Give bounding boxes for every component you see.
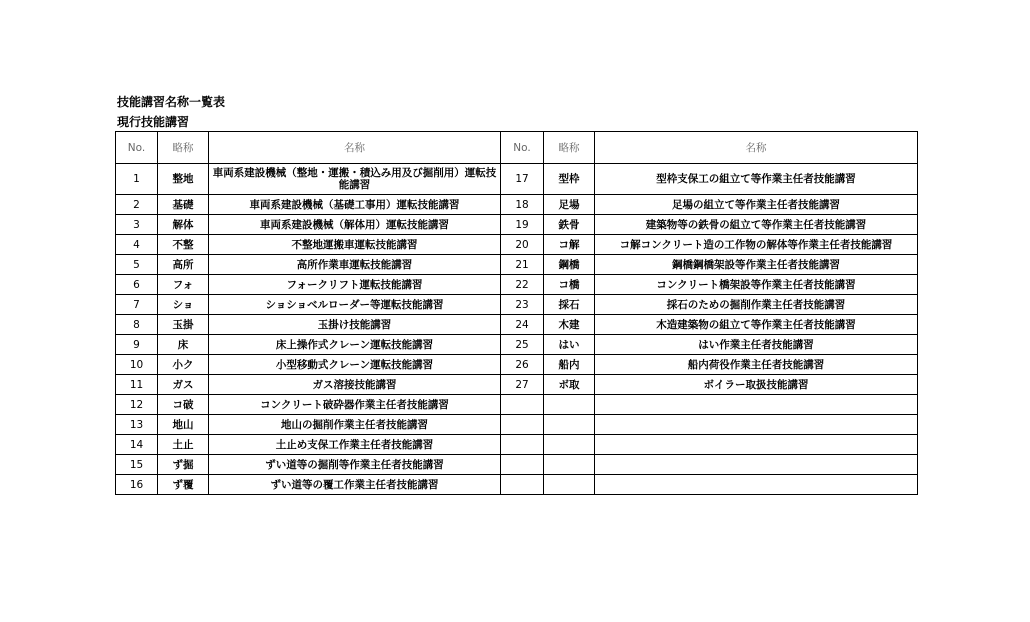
header-no-right: No. xyxy=(501,132,544,164)
cell-name: 採石のための掘削作業主任者技能講習 xyxy=(595,295,918,315)
cell-name xyxy=(595,415,918,435)
cell-no: 4 xyxy=(116,235,158,255)
cell-abbr: 小ク xyxy=(158,355,209,375)
cell-abbr: ず掘 xyxy=(158,455,209,475)
table-row xyxy=(116,215,918,235)
cell-abbr: 鉄骨 xyxy=(544,215,595,235)
header-name-right: 名称 xyxy=(595,132,918,164)
cell-abbr: 足場 xyxy=(544,195,595,215)
cell-name: ガス溶接技能講習 xyxy=(209,375,501,395)
cell-name: 玉掛け技能講習 xyxy=(209,315,501,335)
cell-name xyxy=(595,435,918,455)
table-row xyxy=(116,475,918,495)
table-row xyxy=(116,275,918,295)
table-row xyxy=(116,375,918,395)
cell-no xyxy=(501,395,544,415)
cell-abbr: 地山 xyxy=(158,415,209,435)
cell-name: コ解コンクリート造の工作物の解体等作業主任者技能講習 xyxy=(595,235,918,255)
cell-abbr: コ破 xyxy=(158,395,209,415)
cell-no: 25 xyxy=(501,335,544,355)
cell-no: 16 xyxy=(116,475,158,495)
cell-name: 地山の掘削作業主任者技能講習 xyxy=(209,415,501,435)
cell-name: 車両系建設機械（解体用）運転技能講習 xyxy=(209,215,501,235)
table-row xyxy=(116,315,918,335)
cell-name: 高所作業車運転技能講習 xyxy=(209,255,501,275)
cell-name: 建築物等の鉄骨の組立て等作業主任者技能講習 xyxy=(595,215,918,235)
cell-no: 19 xyxy=(501,215,544,235)
cell-abbr: 船内 xyxy=(544,355,595,375)
cell-abbr: 玉掛 xyxy=(158,315,209,335)
document-title: 技能講習名称一覧表 xyxy=(117,95,226,109)
cell-abbr xyxy=(544,415,595,435)
cell-name: 足場の組立て等作業主任者技能講習 xyxy=(595,195,918,215)
table-row xyxy=(116,195,918,215)
table-row xyxy=(116,295,918,315)
cell-no: 3 xyxy=(116,215,158,235)
cell-abbr xyxy=(544,395,595,415)
cell-name: コンクリート橋架設等作業主任者技能講習 xyxy=(595,275,918,295)
cell-no: 14 xyxy=(116,435,158,455)
cell-no: 12 xyxy=(116,395,158,415)
table-row xyxy=(116,455,918,475)
table-row xyxy=(116,335,918,355)
cell-abbr: 整地 xyxy=(158,164,209,195)
cell-abbr: 不整 xyxy=(158,235,209,255)
cell-name: ボイラー取扱技能講習 xyxy=(595,375,918,395)
cell-name: フォークリフト運転技能講習 xyxy=(209,275,501,295)
cell-name: ずい道等の覆工作業主任者技能講習 xyxy=(209,475,501,495)
header-name-left: 名称 xyxy=(209,132,501,164)
cell-name: 船内荷役作業主任者技能講習 xyxy=(595,355,918,375)
cell-abbr: コ解 xyxy=(544,235,595,255)
cell-abbr xyxy=(544,475,595,495)
cell-abbr: ショ xyxy=(158,295,209,315)
table-row xyxy=(116,415,918,435)
cell-abbr: 型枠 xyxy=(544,164,595,195)
cell-no: 23 xyxy=(501,295,544,315)
cell-name xyxy=(595,455,918,475)
cell-abbr: ガス xyxy=(158,375,209,395)
cell-name: 小型移動式クレーン運転技能講習 xyxy=(209,355,501,375)
cell-name: 木造建築物の組立て等作業主任者技能講習 xyxy=(595,315,918,335)
cell-name: ショショベルローダー等運転技能講習 xyxy=(209,295,501,315)
cell-no: 7 xyxy=(116,295,158,315)
cell-name: 床上操作式クレーン運転技能講習 xyxy=(209,335,501,355)
cell-name: 車両系建設機械（基礎工事用）運転技能講習 xyxy=(209,195,501,215)
cell-abbr: 土止 xyxy=(158,435,209,455)
cell-abbr xyxy=(544,455,595,475)
table-row xyxy=(116,255,918,275)
course-table xyxy=(115,131,918,495)
cell-name: 型枠支保工の組立て等作業主任者技能講習 xyxy=(595,164,918,195)
header-abbr-right: 略称 xyxy=(544,132,595,164)
cell-name: 鋼橋鋼橋架設等作業主任者技能講習 xyxy=(595,255,918,275)
cell-no: 11 xyxy=(116,375,158,395)
cell-name: 車両系建設機械（整地・運搬・積込み用及び掘削用）運転技能講習 xyxy=(209,164,501,195)
cell-no xyxy=(501,455,544,475)
cell-no: 2 xyxy=(116,195,158,215)
table-row xyxy=(116,435,918,455)
cell-name xyxy=(595,475,918,495)
header-no-left: No. xyxy=(116,132,158,164)
cell-no: 22 xyxy=(501,275,544,295)
cell-no: 24 xyxy=(501,315,544,335)
section-title: 現行技能講習 xyxy=(117,115,190,129)
cell-name: 不整地運搬車運転技能講習 xyxy=(209,235,501,255)
cell-no: 5 xyxy=(116,255,158,275)
cell-abbr: 床 xyxy=(158,335,209,355)
table-row xyxy=(116,164,918,195)
cell-no: 9 xyxy=(116,335,158,355)
table-row xyxy=(116,355,918,375)
table-row xyxy=(116,235,918,255)
header-row xyxy=(116,132,918,164)
cell-no: 26 xyxy=(501,355,544,375)
cell-no: 6 xyxy=(116,275,158,295)
cell-no: 21 xyxy=(501,255,544,275)
header-abbr-left: 略称 xyxy=(158,132,209,164)
cell-abbr: はい xyxy=(544,335,595,355)
cell-abbr: 高所 xyxy=(158,255,209,275)
cell-name xyxy=(595,395,918,415)
cell-abbr: 木建 xyxy=(544,315,595,335)
cell-name: ずい道等の掘削等作業主任者技能講習 xyxy=(209,455,501,475)
cell-name: コンクリート破砕器作業主任者技能講習 xyxy=(209,395,501,415)
cell-no xyxy=(501,415,544,435)
cell-abbr xyxy=(544,435,595,455)
cell-name: はい作業主任者技能講習 xyxy=(595,335,918,355)
cell-no xyxy=(501,475,544,495)
cell-no: 8 xyxy=(116,315,158,335)
cell-abbr: フォ xyxy=(158,275,209,295)
cell-abbr: ボ取 xyxy=(544,375,595,395)
cell-abbr: 鋼橋 xyxy=(544,255,595,275)
cell-no: 20 xyxy=(501,235,544,255)
cell-abbr: ず覆 xyxy=(158,475,209,495)
cell-no: 1 xyxy=(116,164,158,195)
cell-abbr: 採石 xyxy=(544,295,595,315)
cell-abbr: コ橋 xyxy=(544,275,595,295)
cell-no: 27 xyxy=(501,375,544,395)
cell-abbr: 解体 xyxy=(158,215,209,235)
cell-no: 10 xyxy=(116,355,158,375)
cell-name: 土止め支保工作業主任者技能講習 xyxy=(209,435,501,455)
cell-no: 17 xyxy=(501,164,544,195)
cell-no: 15 xyxy=(116,455,158,475)
cell-no: 13 xyxy=(116,415,158,435)
cell-abbr: 基礎 xyxy=(158,195,209,215)
cell-no xyxy=(501,435,544,455)
table-row xyxy=(116,395,918,415)
cell-no: 18 xyxy=(501,195,544,215)
